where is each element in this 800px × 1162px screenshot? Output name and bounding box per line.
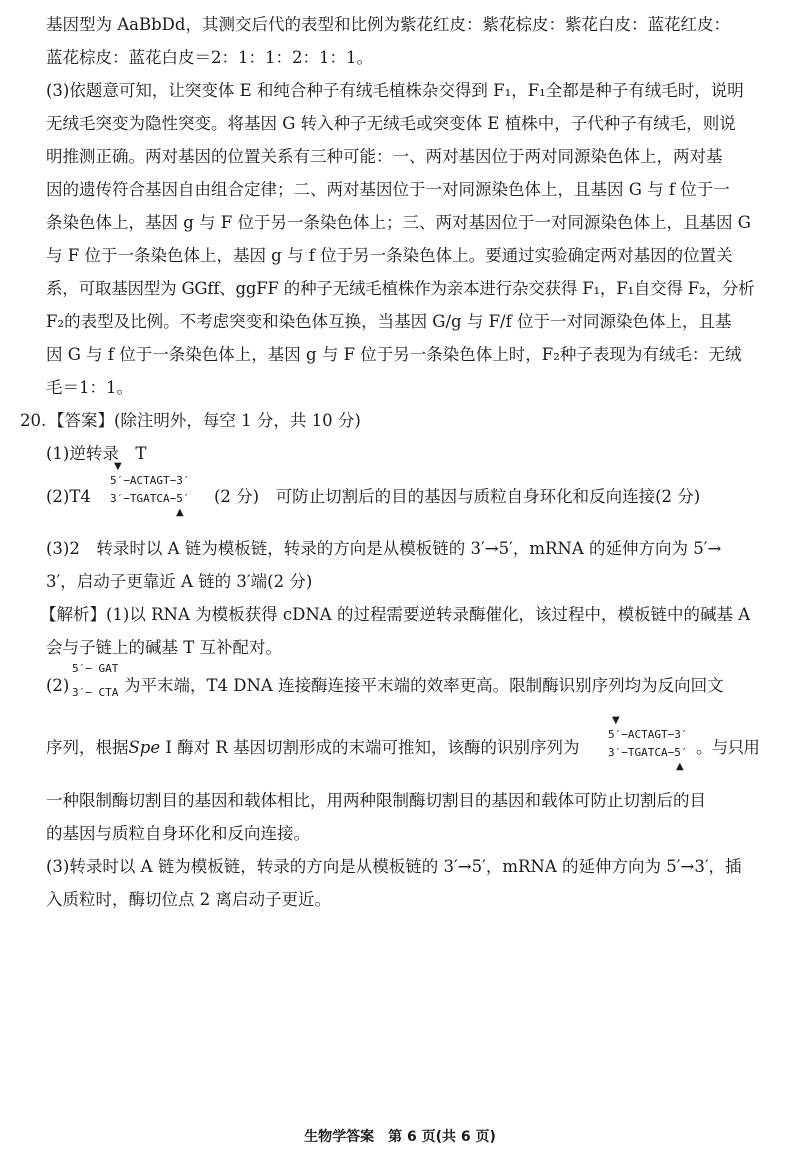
sequence-top-strand: 5′−ACTAGT−3′ bbox=[110, 474, 190, 487]
analysis-line: 的基因与质粒自身环化和反向连接。 bbox=[46, 824, 310, 843]
text-line: 与 F 位于一条染色体上，基因 g 与 f 位于另一条染色体上。要通过实验确定两对基因的位置关 bbox=[46, 246, 733, 265]
analysis-line: 【解析】(1)以 RNA 为模板获得 cDNA 的过程需要逆转录酶催化，该过程中，模板链中的碱基 A bbox=[40, 605, 751, 624]
enzyme-name: Spe bbox=[128, 738, 161, 757]
analysis-line-suffix: 。与只用 bbox=[696, 738, 760, 757]
text-line: 无绒毛突变为隐性突变。将基因 G 转入种子无绒毛或突变体 E 植株中，子代种子有绒毛，则说 bbox=[46, 114, 736, 133]
recognition-seq-top: 5′−ACTAGT−3′ bbox=[608, 728, 688, 741]
analysis-line: 一种限制酶切割目的基因和载体相比，用两种限制酶切割目的基因和载体可防止切割后的目 bbox=[46, 791, 706, 810]
question-number: 20. bbox=[20, 411, 47, 430]
answer-line-prefix: (2)T4 bbox=[46, 487, 91, 506]
answer-line: (1)逆转录 T bbox=[46, 444, 147, 463]
text-line: 基因型为 AaBbDd，其测交后代的表型和比例为紫花红皮：紫花棕皮：紫花白皮：蓝花红皮： bbox=[46, 15, 730, 34]
answer-line: (2 分) 可防止切割后的目的基因与质粒自身环化和反向连接(2 分) bbox=[214, 487, 701, 506]
analysis-line-prefix: (2) bbox=[46, 676, 70, 695]
text-line: 系，可取基因型为 GGff、ggFF 的种子无绒毛植株作为亲本进行杂交获得 F₁，F₁自交得 F₂，分析 bbox=[46, 279, 755, 298]
sequence-bottom-strand: 3′−TGATCA−5′ bbox=[110, 492, 190, 505]
analysis-line: (3)转录时以 A 链为模板链，转录的方向是从模板链的 3′→5′，mRNA 的延伸方向为 5′→3′，插 bbox=[46, 857, 742, 876]
cut-arrow-icon: ▲ bbox=[176, 507, 184, 518]
cut-arrow-icon: ▲ bbox=[676, 761, 684, 772]
text-line: 因的遗传符合基因自由组合定律；二、两对基因位于一对同源染色体上，且基因 G 与 f 位于一 bbox=[46, 180, 730, 199]
answer-line: 3′，启动子更靠近 A 链的 3′端(2 分) bbox=[46, 572, 313, 591]
text-line: 条染色体上，基因 g 与 F 位于另一条染色体上；三、两对基因位于一对同源染色体上，且基因 G bbox=[46, 213, 751, 232]
answer-heading: 【答案】(除注明外，每空 1 分，共 10 分) bbox=[48, 411, 361, 430]
text-line: 因 G 与 f 位于一条染色体上，基因 g 与 F 位于另一条染色体上时，F₂种子表现为有绒毛：无绒 bbox=[46, 345, 742, 364]
answer-line: (3)2 转录时以 A 链为模板链，转录的方向是从模板链的 3′→5′，mRNA 的延伸方向为 5′→ bbox=[46, 539, 722, 558]
text-line: 毛＝1：1。 bbox=[46, 378, 133, 397]
text-line: 明推测正确。两对基因的位置关系有三种可能：一、两对基因位于两对同源染色体上，两对基 bbox=[46, 147, 723, 166]
text-line: F₂的表型及比例。不考虑突变和染色体互换，当基因 G/g 与 F/f 位于一对同源染色体上，且基 bbox=[46, 312, 732, 331]
recognition-seq-bottom: 3′−TGATCA−5′ bbox=[608, 746, 688, 759]
analysis-text: Ⅰ 酶对 R 基因切割形成的末端可推知，该酶的识别序列为 bbox=[160, 738, 580, 757]
cut-arrow-icon: ▼ bbox=[114, 461, 122, 472]
text-line: 蓝花棕皮：蓝花白皮＝2：1：1：2：1：1。 bbox=[46, 48, 373, 67]
cut-arrow-icon: ▼ bbox=[612, 715, 620, 726]
text-line: (3)依题意可知，让突变体 E 和纯合种子有绒毛植株杂交得到 F₁，F₁全都是种子有绒毛时，说明 bbox=[46, 81, 744, 100]
analysis-text: 序列，根据 bbox=[46, 738, 129, 757]
page-footer: 生物学答案 第 6 页(共 6 页) bbox=[304, 1129, 496, 1145]
analysis-line: 为平末端，T4 DNA 连接酶连接平末端的效率更高。限制酶识别序列均为反向回文 bbox=[124, 676, 724, 695]
analysis-line: 会与子链上的碱基 T 互补配对。 bbox=[46, 638, 282, 657]
blunt-end-bottom: 3′− CTA bbox=[72, 686, 119, 699]
analysis-line: 入质粒时，酶切位点 2 离启动子更近。 bbox=[46, 890, 331, 909]
blunt-end-top: 5′− GAT bbox=[72, 662, 119, 675]
